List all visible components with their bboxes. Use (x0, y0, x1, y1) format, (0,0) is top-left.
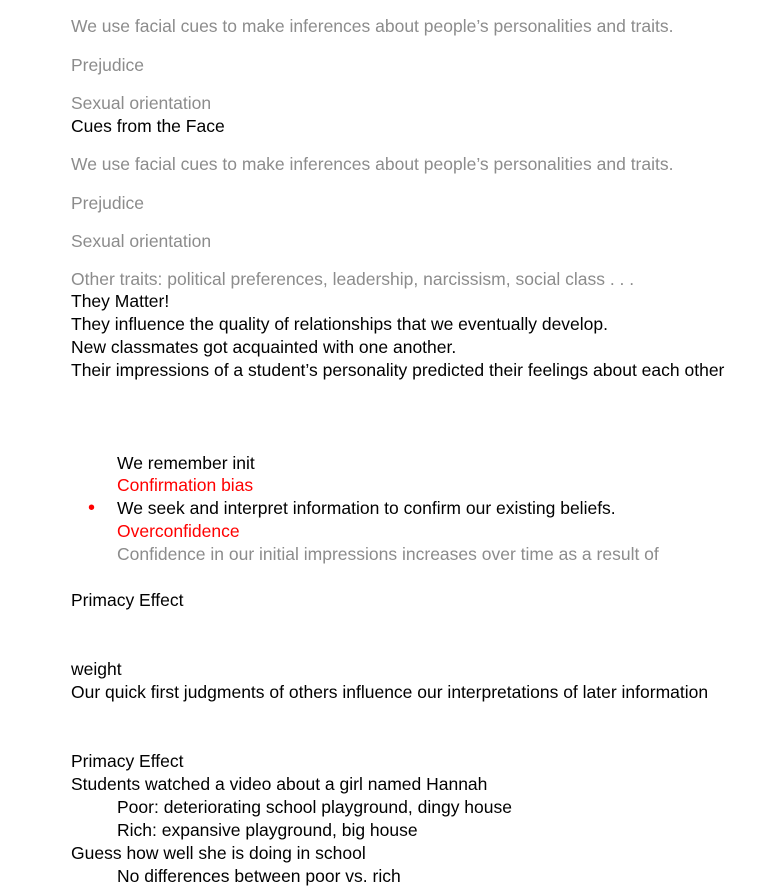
text-line: New classmates got acquainted with one another. (71, 337, 457, 357)
text-line: Poor: deteriorating school playground, dingy house (117, 797, 512, 817)
text-line: Confidence in our initial impressions increases over time as a result of (117, 544, 659, 564)
text-line: Their impressions of a student’s personality predicted their feelings about each other (71, 360, 725, 380)
text-line: Guess how well she is doing in school (71, 843, 366, 863)
bullet-icon: • (88, 497, 96, 519)
subheading-confirmation-bias: Confirmation bias (117, 475, 254, 495)
text-line: Rich: expansive playground, big house (117, 820, 418, 840)
text-line: No differences between poor vs. rich (117, 866, 401, 886)
heading-primacy-effect: Primacy Effect (71, 590, 184, 610)
text-line: Students watched a video about a girl named Hannah (71, 774, 488, 794)
text-line: We remember init (117, 453, 255, 473)
text-line: Sexual orientation (71, 93, 212, 113)
text-line: They influence the quality of relationships that we eventually develop. (71, 314, 608, 334)
text-line: Our quick first judgments of others influence our interpretations of later information (71, 682, 709, 702)
text-line: Prejudice (71, 193, 144, 213)
heading-they-matter: They Matter! (71, 291, 170, 311)
text-line: We use facial cues to make inferences about people’s personalities and traits. (71, 16, 674, 36)
text-line: We use facial cues to make inferences about people’s personalities and traits. (71, 154, 674, 174)
text-line: Other traits: political preferences, leadership, narcissism, social class . . . (71, 269, 635, 289)
heading-cues-from-face: Cues from the Face (71, 116, 225, 136)
bullet-item: We seek and interpret information to confirm our existing beliefs. (117, 498, 616, 518)
heading-primacy-effect: Primacy Effect (71, 751, 184, 771)
subheading-overconfidence: Overconfidence (117, 521, 240, 541)
text-line: Sexual orientation (71, 231, 212, 251)
text-line: weight (71, 659, 122, 679)
text-line: Prejudice (71, 55, 144, 75)
